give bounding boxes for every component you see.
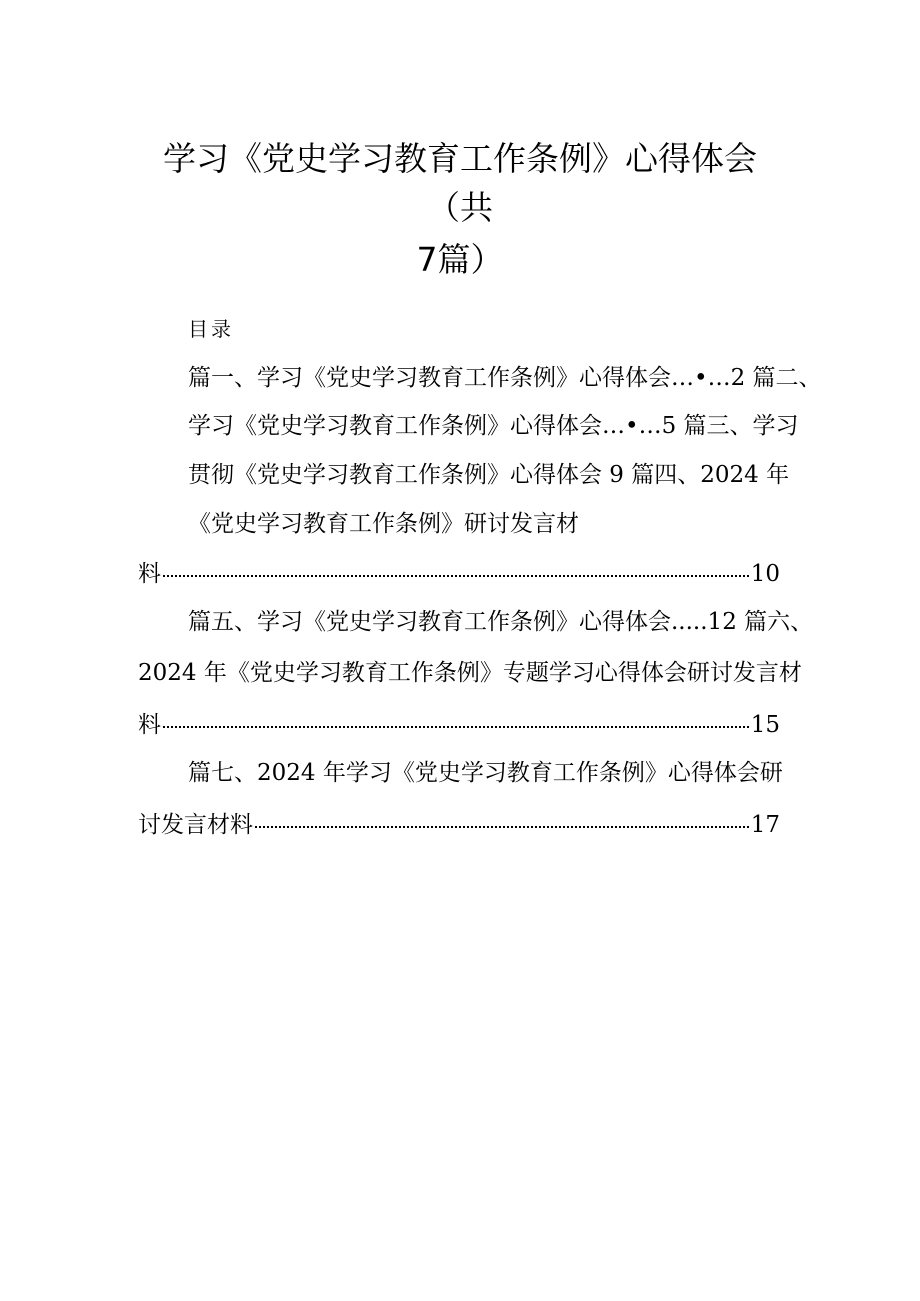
- toc-page-number: 10: [750, 561, 780, 587]
- toc-page-number: 17: [750, 812, 780, 838]
- toc-entry-row-8: [138, 708, 780, 740]
- toc-line-3: 贯彻《党史学习教育工作条例》心得体会 9 篇四、2024 年: [188, 462, 790, 488]
- toc-line-4: 《党史学习教育工作条例》研讨发言材: [188, 511, 579, 537]
- toc-entry-text: 料: [138, 712, 161, 738]
- toc-heading: 目录: [188, 317, 234, 341]
- toc-page-number: 15: [750, 712, 780, 738]
- toc-entry-row-10: [138, 808, 780, 840]
- dot-leader: [255, 808, 749, 832]
- toc-entry-text: 料: [138, 561, 161, 587]
- document-title-line-2: （共: [427, 188, 493, 227]
- toc-line-7: 2024 年《党史学习教育工作条例》专题学习心得体会研讨发言材: [138, 660, 802, 686]
- toc-line-9: 篇七、2024 年学习《党史学习教育工作条例》心得体会研: [188, 760, 783, 786]
- dot-leader: [163, 708, 749, 732]
- toc-line-2: 学习《党史学习教育工作条例》心得体会…•…5 篇三、学习: [188, 413, 799, 439]
- toc-line-1: 篇一、学习《党史学习教育工作条例》心得体会…•…2 篇二、: [188, 365, 822, 391]
- toc-line-6: 篇五、学习《党史学习教育工作条例》心得体会.....12 篇六、: [188, 609, 814, 635]
- document-title-line-1: 学习《党史学习教育工作条例》心得体会: [163, 139, 757, 178]
- document-title-line-3: 7篇）: [416, 240, 504, 279]
- toc-entry-row-5: [138, 557, 780, 589]
- dot-leader: [163, 557, 749, 581]
- toc-entry-text: 讨发言材料: [138, 812, 253, 838]
